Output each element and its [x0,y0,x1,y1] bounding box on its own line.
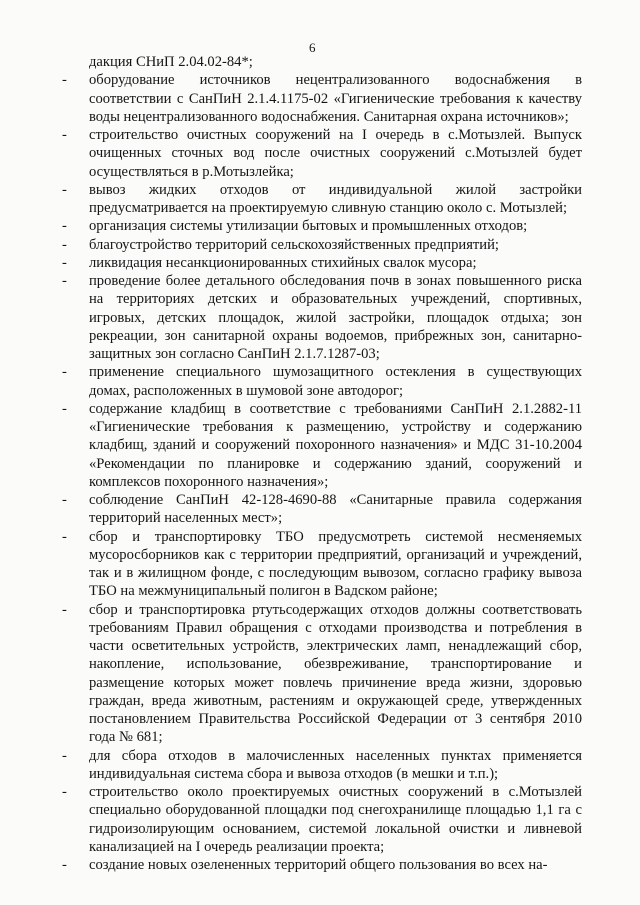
continued-text: дакция СНиП 2.04.02-84*; [89,54,253,70]
list-item [62,783,582,856]
document-body [62,53,582,874]
list-item [62,217,582,235]
bullet-dash: - [62,218,67,235]
list-item-text: сбор и транспортировка ртутьсодержащих отходов должны соответствовать требованиям Правил обращения с отходами производства и потребления в части осветительных устройств, электрических ламп, ненадлежащий сбор, накопление, использование, обезвреживание, транспортирование и размещение которых может повлечь причинение вреда жизни, здоровью граждан, вреда животным, растениям и окружающей среде, утвержденных постановлением Правительства Российской Федерации от 3 сентября 2010 года № 681; [89,601,582,746]
bullet-dash: - [62,400,67,417]
bullet-dash: - [62,127,67,143]
list-item [62,272,582,363]
list-item [62,856,582,874]
list-item [62,491,582,528]
list-item [62,528,582,601]
bullet-dash: - [62,601,67,618]
page-number: 6 [309,40,316,55]
list-item [62,601,582,747]
bullet-dash: - [62,254,67,271]
bullet-dash: - [62,181,67,198]
bullet-dash: - [62,747,67,764]
list-item [62,181,582,218]
list-item [62,254,582,272]
bullet-dash: - [62,72,67,89]
list-item [62,236,582,254]
list-item-text: ликвидация несанкционированных стихийных свалок мусора; [89,254,477,271]
list-item [62,126,582,181]
list-item [62,400,582,491]
list-item-text: применение специального шумозащитного остекления в существующих домах, расположенных в шумовой зоне автодорог; [89,364,582,399]
measures-list [62,71,582,874]
list-item-text: строительство очистных сооружений на I очередь в с.Мотызлей. Выпуск очищенных сточных вод после очистных сооружений с.Мотызлей будет осуществляться в р.Мотызлейка; [89,127,582,180]
list-item-text: организация системы утилизации бытовых и промышленных отходов; [89,218,528,235]
list-item-text: для сбора отходов в малочисленных населенных пунктах применяется индивидуальная система сбора и вывоза отходов (в мешки и т.п.); [89,747,582,782]
list-item-text: вывоз жидких отходов от индивидуальной жилой застройки предусматривается на проектируемую сливную станцию около с. Мотызлей; [89,181,582,216]
bullet-dash: - [62,364,67,381]
list-item-text: оборудование источников нецентрализованного водоснабжения в соответствии с СанПиН 2.1.4.1175-02 «Гигиенические требования к качеству воды нецентрализованного водоснабжения. Санитарная охрана источников»; [89,72,582,125]
list-item [62,747,582,784]
list-item [62,363,582,400]
list-item [62,71,582,126]
list-item-text: соблюдение СанПиН 42-128-4690-88 «Санитарные правила содержания территорий населенных мест»; [89,492,582,527]
bullet-dash: - [62,528,67,545]
bullet-dash: - [62,857,67,873]
list-item-text: строительство около проектируемых очистных сооружений в с.Мотызлей специально оборудованной площадки под снегохранилище площадью 1,1 га с гидроизолирующим основанием, системой локальной очистки и ливневой канализацией на I очередь реализации проекта; [89,784,582,855]
bullet-dash: - [62,236,67,253]
list-item-text: благоустройство территорий сельскохозяйственных предприятий; [89,236,499,253]
list-item-text: сбор и транспортировку ТБО предусмотреть системой несменяемых мусоросборников как с территории предприятий, организаций и учреждений, так и в жилищном фонде, с последующим вывозом, согласно графику вывоза ТБО на межмуниципальный полигон в Вадском районе; [89,528,582,600]
list-item-text: проведение более детального обследования почв в зонах повышенного риска на территориях детских и образовательных учреждений, спортивных, игровых, детских площадок, жилой застройки, площадок отдыха; зон рекреации, зон санитарной охраны водоемов, прибрежных зон, санитарно-защитных зон согласно СанПиН 2.1.7.1287-03; [89,273,582,362]
bullet-dash: - [62,273,67,289]
list-item-text: создание новых озелененных территорий общего пользования во всех на- [89,857,548,873]
bullet-dash: - [62,784,67,800]
bullet-dash: - [62,492,67,508]
list-item-text: содержание кладбищ в соответствие с требованиями СанПиН 2.1.2882-11 «Гигиенические требования к размещению, устройству и содержанию кладбищ, зданий и сооружений похоронного назначения» и МДС 31-10.2004 «Рекомендации по планировке и содержанию зданий, сооружений и комплексов похоронного назначения»; [89,400,582,490]
